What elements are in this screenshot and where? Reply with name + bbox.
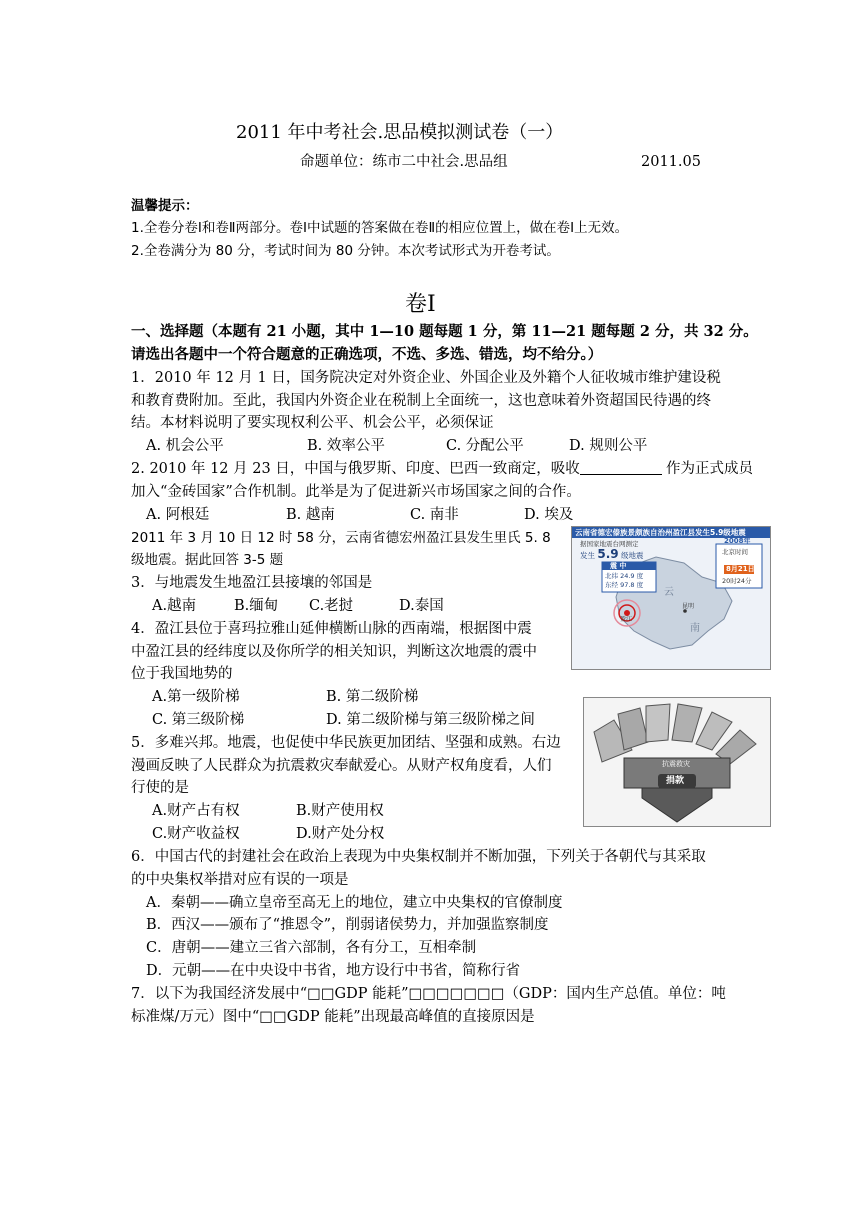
q7-line-1: 7．以下为我国经济发展中“□□GDP 能耗”□□□□□□□（GDP：国内生产总值。单位：吨 bbox=[131, 986, 726, 1002]
section-instruction-2: 请选出各题中一个符合题意的正确选项，不选、多选、错选，均不给分。） bbox=[131, 346, 603, 363]
q6-option-c: C．唐朝——建立三省六部制，各有分工，互相牵制 bbox=[146, 940, 477, 956]
q5-line-1: 5．多难兴邦。地震，也促使中华民族更加团结、坚强和成熟。右边 bbox=[131, 735, 561, 751]
map-date: 8月21日 bbox=[726, 565, 755, 573]
q4-option-a: A.第一级阶梯 bbox=[152, 689, 240, 705]
map-region-label-2: 南 bbox=[690, 623, 700, 634]
q3-stem: 3．与地震发生地盈江县接壤的邻国是 bbox=[131, 575, 373, 591]
q2-line-2: 加入“金砖国家”合作机制。此举是为了促进新兴市场国家之间的合作。 bbox=[131, 484, 581, 500]
map-city-label: 昆明 bbox=[682, 603, 695, 610]
q2-option-b: B. 越南 bbox=[286, 507, 335, 523]
q1-line-2: 和教育费附加。至此，我国内外资企业在税制上全面统一，这也意味着外资超国民待遇的终 bbox=[131, 393, 711, 409]
map-magnitude-suffix: 级地震 bbox=[621, 551, 644, 560]
tips-heading: 温馨提示： bbox=[131, 198, 199, 214]
q4-line-1: 4．盈江县位于喜玛拉雅山延伸横断山脉的西南端，根据图中震 bbox=[131, 621, 532, 637]
exam-date: 2011.05 bbox=[641, 154, 701, 170]
q4-option-c: C. 第三级阶梯 bbox=[152, 712, 245, 728]
q1-option-d: D. 规则公平 bbox=[569, 438, 648, 454]
q3-option-a: A.越南 bbox=[152, 598, 197, 614]
q6-option-d: D．元朝——在中央设中书省，地方设行中书省，简称行省 bbox=[146, 963, 521, 979]
q6-line-2: 的中央集权举措对应有误的一项是 bbox=[131, 872, 349, 888]
map-magnitude: 5.9 bbox=[597, 547, 619, 561]
q2-line-1a: 2. 2010 年 12 月 23 日，中国与俄罗斯、印度、巴西一致商定，吸收 bbox=[131, 461, 580, 477]
map-longitude: 东经 97.8 度 bbox=[605, 581, 644, 589]
map-magnitude-prefix: 发生 bbox=[580, 551, 595, 560]
tips-line-1: 1.全卷分卷Ⅰ和卷Ⅱ两部分。卷Ⅰ中试题的答案做在卷Ⅱ的相应位置上，做在卷Ⅰ上无效。 bbox=[131, 220, 629, 236]
q5-option-b: B.财产使用权 bbox=[296, 803, 384, 819]
map-banner: 云南省德宏傣族景颇族自治州盈江县发生5.9级地震 bbox=[575, 528, 746, 537]
donation-cartoon-figure bbox=[583, 697, 771, 827]
cartoon-donate-label: 捐款 bbox=[666, 776, 685, 786]
q2-option-d: D. 埃及 bbox=[524, 507, 574, 523]
q1-option-b: B. 效率公平 bbox=[307, 438, 385, 454]
map-box-title: 震 中 bbox=[610, 562, 627, 570]
q5-option-a: A.财产占有权 bbox=[152, 803, 240, 819]
q1-option-a: A. 机会公平 bbox=[146, 438, 224, 454]
q4-option-d: D. 第二级阶梯与第三级阶梯之间 bbox=[326, 712, 535, 728]
q4-option-b: B. 第二级阶梯 bbox=[326, 689, 419, 705]
map-time-label: 北京时间 bbox=[722, 548, 748, 556]
author-unit: 命题单位：练市二中社会.思品组 bbox=[300, 154, 508, 170]
map-latitude: 北纬 24.9 度 bbox=[605, 572, 644, 580]
q2-blank bbox=[580, 474, 662, 475]
q3-option-d: D.泰国 bbox=[399, 598, 444, 614]
q6-option-a: A．秦朝——确立皇帝至高无上的地位，建立中央集权的官僚制度 bbox=[146, 895, 563, 911]
q2-line-1b: 作为正式成员 bbox=[666, 461, 753, 477]
map-epicenter-label: 盈江 bbox=[620, 616, 633, 623]
q5-line-2: 漫画反映了人民群众为抗震救灾奉献爱心。从财产权角度看，人们 bbox=[131, 758, 552, 774]
q4-line-3: 位于我国地势的 bbox=[131, 666, 233, 682]
q1-line-1: 1．2010 年 12 月 1 日，国务院决定对外资企业、外国企业及外籍个人征收城市维护建设税 bbox=[131, 370, 721, 386]
q5-option-d: D.财产处分权 bbox=[296, 826, 385, 842]
q5-option-c: C.财产收益权 bbox=[152, 826, 240, 842]
q6-option-b: B．西汉——颁布了“推恩令”，削弱诸侯势力，并加强监察制度 bbox=[146, 917, 549, 933]
map-magnitude-line bbox=[580, 548, 644, 562]
q2-option-a: A. 阿根廷 bbox=[146, 507, 210, 523]
earthquake-map-figure bbox=[571, 526, 771, 670]
map-year: 2008年 bbox=[724, 537, 751, 545]
q1-line-3: 结。本材料说明了要实现权利公平、机会公平，必须保证 bbox=[131, 415, 494, 431]
quake-line-2: 级地震。据此回答 3-5 题 bbox=[131, 552, 284, 568]
q2-option-c: C. 南非 bbox=[410, 507, 459, 523]
page-title: 2011 年中考社会.思品模拟测试卷（一） bbox=[236, 122, 564, 143]
section-instruction-1: 一、选择题（本题有 21 小题，其中 1—10 题每题 1 分，第 11—21 题每题 2 分，共 32 分。 bbox=[131, 323, 758, 340]
cartoon-banner: 抗震救灾 bbox=[662, 760, 690, 768]
map-subtitle: 据国家地震台网测定 bbox=[580, 540, 639, 548]
map-region-label-1: 云 bbox=[664, 587, 674, 598]
section-title: 卷Ⅰ bbox=[405, 292, 436, 317]
q5-line-3: 行使的是 bbox=[131, 780, 189, 796]
tips-line-2: 2.全卷满分为 80 分，考试时间为 80 分钟。本次考试形式为开卷考试。 bbox=[131, 243, 560, 259]
q7-line-2: 标准煤/万元）图中“□□GDP 能耗”出现最高峰值的直接原因是 bbox=[131, 1009, 535, 1025]
q3-option-c: C.老挝 bbox=[309, 598, 354, 614]
q3-option-b: B.缅甸 bbox=[234, 598, 279, 614]
q1-option-c: C. 分配公平 bbox=[446, 438, 524, 454]
quake-line-1: 2011 年 3 月 10 日 12 时 58 分，云南省德宏州盈江县发生里氏 5. 8 bbox=[131, 530, 551, 546]
q6-line-1: 6．中国古代的封建社会在政治上表现为中央集权制并不断加强，下列关于各朝代与其采取 bbox=[131, 849, 706, 865]
q4-line-2: 中盈江县的经纬度以及你所学的相关知识，判断这次地震的震中 bbox=[131, 644, 537, 660]
map-hour: 20时24分 bbox=[722, 577, 752, 585]
